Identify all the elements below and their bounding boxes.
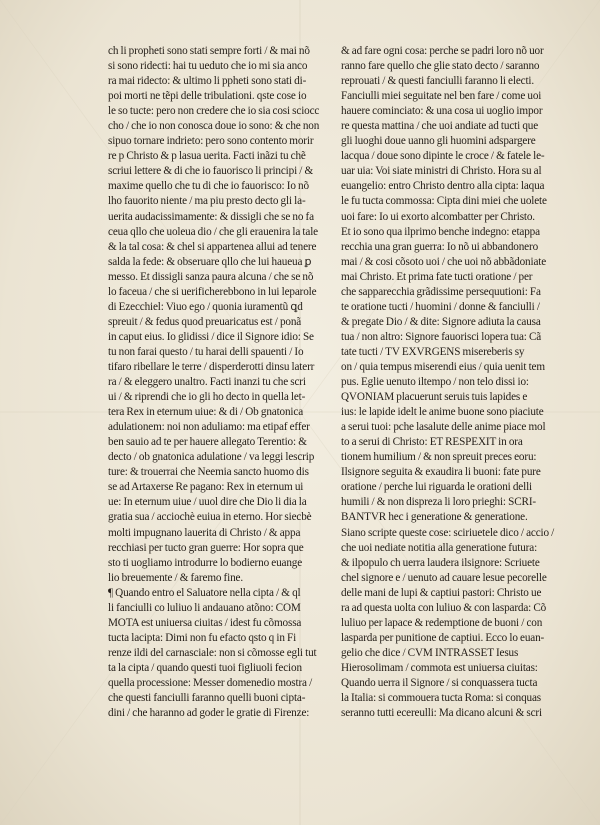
- text-line: Fanciulli miei seguitate nel ben fare / come uoi: [341, 90, 542, 103]
- text-line: li fanciulli co luliuo li andauano atõno: COM: [108, 601, 301, 614]
- text-line: ch li propheti sono stati sempre forti / & mai nõ: [108, 45, 310, 57]
- text-line: le fu tucta commossa: Cipta dini miei che uolete: [341, 195, 547, 208]
- text-line: mai / & cosi cõsoto uoi / che uoi nõ abbãdoniate: [341, 255, 547, 268]
- text-line: & ad fare ogni cosa: perche se padri loro nõ uor: [341, 45, 544, 57]
- text-line: recchiasi per tucto gran guerre: Hor sopra que: [108, 541, 304, 554]
- text-line: molti impugnano lauerita di Christo / & appa: [108, 526, 301, 539]
- text-line: BANTVR hec i generatione & generatione.: [341, 511, 528, 524]
- text-line: oratione / perche lui riguarda le orationi delli: [341, 481, 532, 494]
- text-line: reprouati / & questi fanciulli faranno li electi.: [341, 75, 535, 88]
- text-line: salda la fede: & obseruare qllo che lui haueua ꝑ: [108, 255, 312, 268]
- text-line: si sono ridecti: hai tu ueduto che io mi sia anco: [108, 60, 308, 73]
- text-line: spreuit / & fedus quod preuaricatus est / ponã: [108, 315, 302, 328]
- text-line: & pregate Dio / & dite: Signore adiuta la causa: [341, 315, 541, 328]
- text-line: dini / che haranno ad goder le gratie di Firenze:: [108, 707, 310, 720]
- text-line: lasparda per punitione de captiui. Ecco lo euan-: [341, 631, 545, 644]
- text-line: te oratione tucti / huomini / donne & fanciulli /: [341, 300, 540, 313]
- text-line: le so tucte: pero non credere che io sia cosi sciocc: [108, 105, 320, 118]
- text-line: QVONIAM placuerunt seruis tuis lapides e: [341, 391, 528, 404]
- text-line: in caput eius. Io glidissi / dice il Signore idio: Se: [108, 330, 314, 343]
- text-line: gelio che dice / CVM INTRASSET Iesus: [341, 646, 519, 659]
- text-line: delle mani de lupi & captiui pastori: Christo ue: [341, 586, 542, 599]
- text-line: lacqua / doue sono dipinte le croce / & fatele le-: [341, 150, 545, 163]
- text-line: uerita audacissimamente: & dissigli che se no fa: [108, 210, 314, 223]
- text-line: tua / non altro: Signore fauorisci lopera tua: Cã: [341, 330, 542, 343]
- text-line: lho fauorito niente / ma piu presto decto gli la-: [108, 195, 306, 208]
- text-line: sipuo tornare indrieto: pero sono contento morir: [108, 135, 314, 148]
- text-line: ui / & riprendi che io gli ho decto in quella let-: [108, 391, 306, 404]
- text-line: tate tucti / TV EXVRGENS misereberis sy: [341, 345, 525, 358]
- text-column-right: [341, 44, 579, 721]
- text-line: messo. Et dissigli sanza paura alcuna / che se nõ: [108, 270, 314, 283]
- text-line: che uoi nediate notitia alla generatione futura:: [341, 541, 538, 554]
- text-line: quella processione: Messer domenedio mostra /: [108, 676, 313, 689]
- text-line: adulationem: noi non aduliamo: ma etipaf effer: [108, 421, 310, 434]
- text-line: & la tal cosa: & chel si appartenea allui ad tenere: [108, 240, 317, 253]
- text-line: re p Christo & p lasua uerita. Facti inãzi tu chẽ: [108, 150, 306, 163]
- text-line: lo faceua / che si uerificherebbono in lui leparole: [108, 285, 317, 298]
- text-line: lio breuemente / & faremo fine.: [108, 571, 244, 584]
- text-line: gratia sua / acciochè euiua in eterno. Hor siecbè: [108, 511, 312, 524]
- text-line: on / quia tempus miserendi eius / quia uenit tem: [341, 360, 545, 373]
- text-line: la Italia: si commouera tucta Roma: si conquas: [341, 692, 542, 705]
- text-line: to a serui di Christo: ET RESPEXIT in ora: [341, 436, 523, 449]
- text-line: ben sauio ad te per hauere allegato Terentio: &: [108, 436, 307, 449]
- text-line: MOTA est uniuersa ciuitas / idest fu cõmossa: [108, 616, 302, 629]
- text-line: luliuo per lapace & redemptione de buoni / con: [341, 616, 543, 629]
- text-line: tera Rex in eternum uiue: & di / Ob gnatonica: [108, 406, 304, 419]
- text-line: scriui lettere & di che io fauorisco li principi / &: [108, 165, 314, 178]
- text-line: a serui tuoi: pche lasalute delle anime piace mol: [341, 421, 546, 434]
- text-line: Ilsignore seguita & exaudira li buoni: fate pure: [341, 466, 541, 479]
- text-line: euangelio: entro Christo dentro alla cipta: laqua: [341, 180, 545, 193]
- text-line: che questi fanciulli faranno quelli buoni cipta-: [108, 692, 306, 705]
- text-line: ius: le lapide idelt le anime buone sono piaciute: [341, 406, 544, 419]
- text-line: ceua qllo che uoleua dio / che gli erauenira la tale: [108, 225, 318, 238]
- text-line: recchia una gran guerra: Io nõ ui abbandonero: [341, 240, 539, 253]
- text-line: & ilpopulo ch uerra laudera ilsignore: Scriuete: [341, 556, 540, 569]
- text-line: seranno tutti ecereulli: Ma dicano alcuni & scri: [341, 707, 542, 720]
- text-column-left: [108, 44, 346, 721]
- text-line: ra / & eleggero unaltro. Facti inanzi tu che scri: [108, 376, 306, 389]
- text-line: ranno fare quello che glie stato decto / saranno: [341, 60, 540, 73]
- text-line: Quando uerra il Signore / si conquassera tucta: [341, 676, 538, 689]
- text-line: di Ezecchiel: Viuo ego / quonia iuramentũ ꝗd: [108, 300, 303, 313]
- text-line: uar uia: Voi siate ministri di Christo. Hora su al: [341, 165, 542, 178]
- text-line: maxime quello che tu di che io fauorisco: Io nõ: [108, 180, 309, 193]
- text-line: ¶ Quando entro el Saluatore nella cipta / & ql: [108, 586, 301, 599]
- text-line: mai Christo. Et prima fate tucti oratione / per: [341, 270, 533, 283]
- text-line: se ad Artaxerse Re pagano: Rex in eternum ui: [108, 481, 304, 494]
- text-line: Hierosolimam / commota est uniuersa ciuitas:: [341, 661, 538, 674]
- text-line: decto / ob gnatonica adulatione / va leggi lescrip: [108, 451, 315, 464]
- text-line: humili / & non dispreza li loro prieghi: SCRI-: [341, 496, 536, 509]
- text-line: ture: & trouerrai che Neemia sancto huomo dis: [108, 466, 309, 479]
- text-line: re questa mattina / che uoi andiate ad tucti que: [341, 120, 539, 133]
- text-line: ue: In eternum uiue / uuol dire che Dio li dia la: [108, 496, 307, 509]
- text-line: poi morti ne tẽpi delle tribulationi. qste cose io: [108, 90, 307, 103]
- text-line: gli luoghi doue uanno gli huomini adspargere: [341, 135, 536, 148]
- text-line: ta la cipta / quando questi tuoi figliuoli fecion: [108, 661, 302, 674]
- text-line: tucta lacipta: Dimi non fu efacto qsto q in Fi: [108, 631, 297, 644]
- text-line: ra ad questa uolta con luliuo & con lasparda: Cõ: [341, 601, 547, 614]
- text-line: uoi fare: Io ui exorto alcombatter per Christo.: [341, 210, 535, 223]
- text-line: tu non farai questo / tu harai delli spauenti / Io: [108, 345, 304, 358]
- text-line: tifaro ribellare le terre / disperderotti dinsu laterr: [108, 360, 315, 373]
- text-line: che sapparecchia grãdissime persequutioni: Fa: [341, 285, 541, 298]
- text-line: tionem humilium / & non spreuit preces eoru:: [341, 451, 537, 464]
- text-line: chel signore e / uenuto ad cauare lesue pecorelle: [341, 571, 547, 584]
- text-line: pus. Eglie uenuto iltempo / non telo dissi io:: [341, 376, 529, 389]
- text-line: Et io sono qua ilprimo benche indegno: etappa: [341, 225, 540, 238]
- text-line: hauere cominciato: & una cosa ui uoglio impor: [341, 105, 543, 118]
- text-line: Siano scripte queste cose: sciriuetele dico / accio /: [341, 526, 555, 539]
- text-line: ra mai ridecto: & ultimo li ppheti sono stati di-: [108, 75, 307, 88]
- text-line: cho / che io non conosca doue io sono: & che non: [108, 120, 320, 133]
- text-line: renze ildi del carnasciale: non si cõmosse egli tut: [108, 646, 317, 659]
- text-line: sto ti uogliamo introdurre lo bodierno euange: [108, 556, 303, 569]
